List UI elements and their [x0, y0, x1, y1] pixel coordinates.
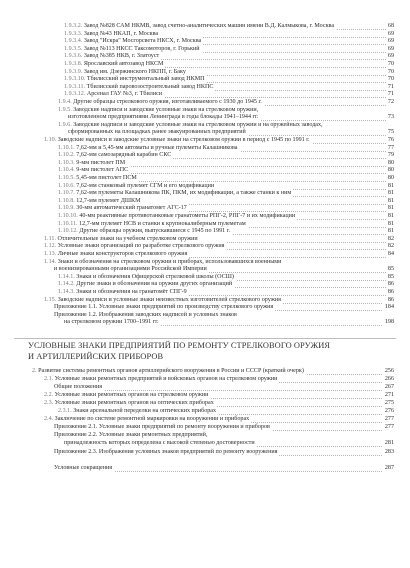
toc-entry-number: 1.9.3.5. — [64, 45, 84, 52]
toc-entry-page: 85 — [387, 273, 394, 280]
toc-entry-page: 266 — [384, 376, 394, 383]
toc-entry-page: 84 — [387, 251, 394, 257]
toc-entry-page: 80 — [387, 159, 394, 166]
toc-entry-page: 277 — [384, 416, 394, 423]
toc-entry-page: 256 — [384, 368, 394, 374]
toc-entry-number: 1.10.7. — [58, 190, 77, 197]
toc-entry-title: Условные сокращения — [54, 465, 113, 471]
toc-entry-page: 81 — [387, 182, 394, 189]
toc-entry-number: 1.9.5. — [58, 106, 74, 113]
toc-entry-title: Тбилисский инструментальный завод НКМП — [86, 76, 205, 83]
toc-entry-title: 7,62-мм самозарядный карабин СКС — [76, 152, 172, 159]
toc-entry-number: 1.10.5. — [58, 175, 77, 181]
toc-entry-page: 81 — [387, 220, 394, 227]
toc-entry-number: 1.13. — [44, 251, 58, 257]
toc-entry-page: 75 — [387, 129, 394, 136]
toc-entry-number: 1.14. — [44, 258, 58, 265]
toc-entry-title: Завод №828 САМ НКМВ, завод счетно-аналитических машин имени В.Д. Калмыкова, г. Москва — [83, 23, 335, 29]
toc-entry-title: Завод им. Дзержинского НКПП, г. Баку — [83, 68, 186, 75]
toc-entry-title: Завод №113 НКСС Таксомоторов, г. Горький — [83, 45, 200, 52]
toc-entry-page: 86 — [387, 296, 394, 303]
toc-entry-page: 276 — [384, 408, 394, 415]
toc-entry-page: 70 — [387, 68, 394, 75]
toc-entry-number: 1.9.3.3. — [64, 30, 84, 37]
toc-entry-page: 82 — [387, 243, 394, 250]
toc-entry-title: Знаки и обозначения на гранатомёт СПГ-9 — [76, 289, 187, 295]
toc-entry-title: Заключение по системе ремонтной маркировки на вооружении и приборах — [54, 416, 250, 423]
toc-entry-page: 81 — [387, 190, 394, 197]
toc-entry-title: Общие положения — [54, 384, 103, 391]
toc-entry-number: 1.10. — [44, 137, 58, 143]
toc-entry-page: 69 — [387, 45, 394, 52]
toc-entry-number: 1.10.4. — [58, 167, 77, 174]
toc-entry-page: 71 — [387, 91, 394, 98]
toc-entry-number: 1.9.6. — [58, 121, 74, 128]
toc-entry-number: 1.10.10. — [58, 213, 80, 219]
toc-entry-page: 271 — [384, 392, 394, 399]
toc-entry[interactable] — [0, 448, 410, 457]
toc-entry-title: Условные знаки ремонтных предприятий и войсковых органов на стрелковом оружии — [54, 376, 278, 383]
toc-entry-page: 72 — [387, 99, 394, 105]
toc-entry-title: принадлежность которых определена с высокой степенью достоверности — [64, 440, 255, 447]
toc-entry-title: 7,62-мм пулеметы Калашникова ПК, ПКМ, их модификации, а также станки к ним — [76, 190, 292, 197]
toc-entry-title: 12,7-мм пулемет ДШКМ — [76, 197, 141, 204]
toc-entry-title: Тбилисский паровозостроительный завод НКПС — [86, 83, 214, 90]
toc-entry-number: 1.10.12. — [58, 228, 80, 235]
toc-entry[interactable] — [0, 464, 410, 473]
toc-entry-page: 69 — [387, 53, 394, 60]
toc-entry-title: Приложение 1.1. Условные знаки предприятий по производству стрелкового оружия — [54, 304, 274, 311]
toc-entry-title: Условные знаки ремонтных органов на оптических приборах — [54, 400, 214, 407]
toc-entry-number: 1.14.1. — [58, 273, 77, 280]
toc-entry-page: 184 — [384, 304, 394, 311]
toc-entry-page: 82 — [387, 235, 394, 242]
toc-entry-title: Условные знаки организаций по разработке стрелкового оружия — [57, 243, 225, 250]
toc-entry-title: Другие знаки и обозначения на оружии других организаций — [76, 281, 233, 288]
toc-entry-page: 198 — [384, 319, 394, 326]
toc-entry-number: 1.9.3.12. — [64, 91, 87, 98]
toc-entry-page: 85 — [387, 266, 394, 273]
toc-entry-page: 76 — [387, 137, 394, 143]
toc-entry-title: на стрелковом оружии 1700–1991 гг. — [64, 319, 159, 326]
toc-entry-page: 81 — [387, 213, 394, 219]
toc-entry-title: Приложение 2.3. Изображения условных знаков предприятий по ремонту вооружения — [54, 448, 278, 455]
toc-entry-number: 1.11. — [44, 235, 58, 242]
toc-entry-page: 69 — [387, 38, 394, 45]
toc-entry-title: Знаки арсенальной переделки на оптических приборах — [73, 408, 217, 415]
toc-entry-title: 5,45-мм пистолет ПСМ — [76, 175, 137, 181]
toc-entry-title: Другие образцы оружия, выпускавшиеся с 1945 по 1991 г. — [79, 228, 231, 235]
toc-entry-title: 7,62-мм станковый пулемет СГМ и его модификации — [76, 182, 215, 189]
toc-entry-number: 1.10.6. — [58, 182, 77, 189]
toc-entry-title: Приложение 2.1. Условные знаки предприятий по ремонту вооружения и приборов — [54, 424, 270, 431]
toc-entry-number: 1.10.8. — [58, 197, 77, 204]
toc-entry-title: Развитие системы ремонтных органов артиллерийского вооружения в России и СССР (краткий очерк) — [38, 368, 304, 374]
toc-entry-page: 267 — [384, 384, 394, 391]
toc-entry-title: сформированных на площадках ранее эвакуированных предприятий — [68, 129, 246, 136]
toc-entry-page: 80 — [387, 167, 394, 174]
toc-entry-page: 77 — [387, 144, 394, 151]
toc-entry-title: Заводские надписи и заводские условные знаки на стрелковом оружии и на оружейных заводах, — [73, 121, 323, 128]
toc-entry-title: Арсенал ГАУ №3, г. Тбилиси — [86, 91, 163, 98]
toc-entry-number: 1.9.3.10. — [64, 76, 87, 83]
toc-entry-page: 81 — [387, 228, 394, 235]
toc-entry-title: и военизированными организациями Российской Империи — [54, 266, 207, 273]
toc-entry-title: 9-мм пистолет ПМ — [76, 159, 126, 166]
toc-entry-page: 80 — [387, 175, 394, 181]
section-divider — [14, 338, 396, 339]
toc-entry-number: 2. — [32, 368, 39, 374]
toc-entry-page: 281 — [384, 440, 394, 447]
toc-entry-title: Завод "Искра" Мосгорсвета НКСХ, г. Москва — [83, 38, 202, 45]
toc-entry-title: Личные знаки конструкторов стрелкового оружия — [57, 251, 188, 257]
toc-entry-page: 71 — [387, 83, 394, 90]
toc-entry-title: 9-мм пистолет АПС — [76, 167, 129, 174]
toc-entry-title: Отличительные знаки на учебном стрелковом оружии — [57, 235, 198, 242]
toc-entry-number: 2.4. — [44, 416, 55, 423]
toc-entry-number: 1.9.3.4. — [64, 38, 84, 45]
toc-entry-number: 2.3.1. — [58, 408, 74, 415]
toc-entry-number: 1.14.3. — [58, 289, 77, 295]
toc-entry-number: 1.15. — [44, 296, 58, 303]
toc-entry-title: Завод №385 НКВ, г. Златоуст — [83, 53, 160, 60]
toc-entry-title: Другие образцы стрелкового оружия, изготавливаемого с 1930 до 1945 г. — [73, 99, 262, 105]
toc-entry-title: 30-мм автоматический гранатомет АГС-17 — [76, 205, 187, 212]
toc-entry-title: 40-мм реактивные противотанковые гранатометы РПГ-2, РПГ-7 и их модификации — [79, 213, 296, 219]
toc-entry-number: 1.9.3.2. — [64, 23, 84, 29]
toc-entry-title: Условные знаки ремонтных органов на стрелковом оружии — [54, 392, 209, 399]
toc-entry-page: 73 — [387, 114, 394, 121]
toc-entry-page: 275 — [384, 400, 394, 407]
toc-entry-page: 81 — [387, 197, 394, 204]
toc-entry-title: Заводские надписи и заводские условные знаки на стрелковом оружии, — [73, 106, 259, 113]
toc-entry-title: 12,7-мм пулемет НСВ и станки к крупнокалиберным пулеметам — [79, 220, 246, 227]
toc-entry-number: 1.14.2. — [58, 281, 77, 288]
toc-entry-number: 1.10.1. — [58, 144, 77, 151]
toc-entry-page: 69 — [387, 30, 394, 37]
toc-entry-title: Завод №43 НКАП, г. Москва — [83, 30, 159, 37]
toc-entry-page: 86 — [387, 281, 394, 288]
toc-entry-page: 68 — [387, 23, 394, 29]
toc-entry-title: 7,62-мм и 5,45-мм автоматы и ручные пулеметы Калашникова — [76, 144, 238, 151]
toc-entry-page: 79 — [387, 152, 394, 159]
toc-entry-title: Знаки и обозначения на стрелковом оружии и приборах, использовавшихся военными — [57, 258, 282, 265]
toc-entry-number: 1.10.11. — [58, 220, 80, 227]
toc-entry-number: 1.9.3.6. — [64, 53, 84, 60]
toc-entry-page: 70 — [387, 76, 394, 83]
toc-entry-page: 283 — [384, 448, 394, 455]
section-heading-line-1: УСЛОВНЫЕ ЗНАКИ ПРЕДПРИЯТИЙ ПО РЕМОНТУ СТРЕЛКОВОГО ОРУЖИЯ — [28, 341, 331, 350]
toc-entry-number: 1.12. — [44, 243, 58, 250]
toc-entry-number: 1.10.2. — [58, 152, 77, 159]
toc-entry-number: 1.9.4. — [58, 99, 74, 105]
toc-entry-number: 1.9.3.8. — [64, 61, 84, 67]
section-heading — [28, 340, 390, 362]
toc-entry-page: 277 — [384, 424, 394, 431]
toc-entry-title: Знаки и обозначения Офицерской стрелковой школы (ОСШ) — [76, 273, 234, 280]
toc-entry-title: Приложение 1.2. Изображения заводских надписей и условных знаков — [54, 311, 237, 318]
toc-entry-title: Заводские надписи и заводские условные знаки на стрелковом оружии в период с 1945 по 1991 г. — [57, 137, 310, 143]
toc-entry-title: изготовленном предприятиями Ленинграда в годы блокады 1941–1944 гг. — [68, 114, 259, 121]
toc-entry-title: Ярославский автозавод НКСМ — [83, 61, 164, 67]
section-heading-line-2: И АРТИЛЛЕРИЙСКИХ ПРИБОРОВ — [28, 352, 164, 361]
toc-entry-page: 81 — [387, 205, 394, 212]
toc-entry-title: Заводские надписи и условные знаки неизвестных изготовителей стрелкового оружия — [57, 296, 281, 303]
toc-entry-number: 1.9.3.11. — [64, 83, 87, 90]
toc-entry-page: 287 — [384, 465, 394, 471]
toc-entry-number: 1.10.9. — [58, 205, 77, 212]
toc-entry-page: 70 — [387, 61, 394, 67]
toc-entry-page: 86 — [387, 289, 394, 295]
toc-entry[interactable] — [0, 318, 410, 327]
toc-entry-number: 2.3. — [44, 400, 55, 407]
toc-entry-number: 1.9.3.9. — [64, 68, 84, 75]
toc-entry-title: Приложение 2.2. Условные знаки ремонтных предприятий, — [54, 432, 208, 439]
toc-entry-number: 2.1. — [44, 376, 55, 383]
toc-entry-number: 2.2. — [44, 392, 55, 399]
toc-entry-number: 1.10.3. — [58, 159, 77, 166]
